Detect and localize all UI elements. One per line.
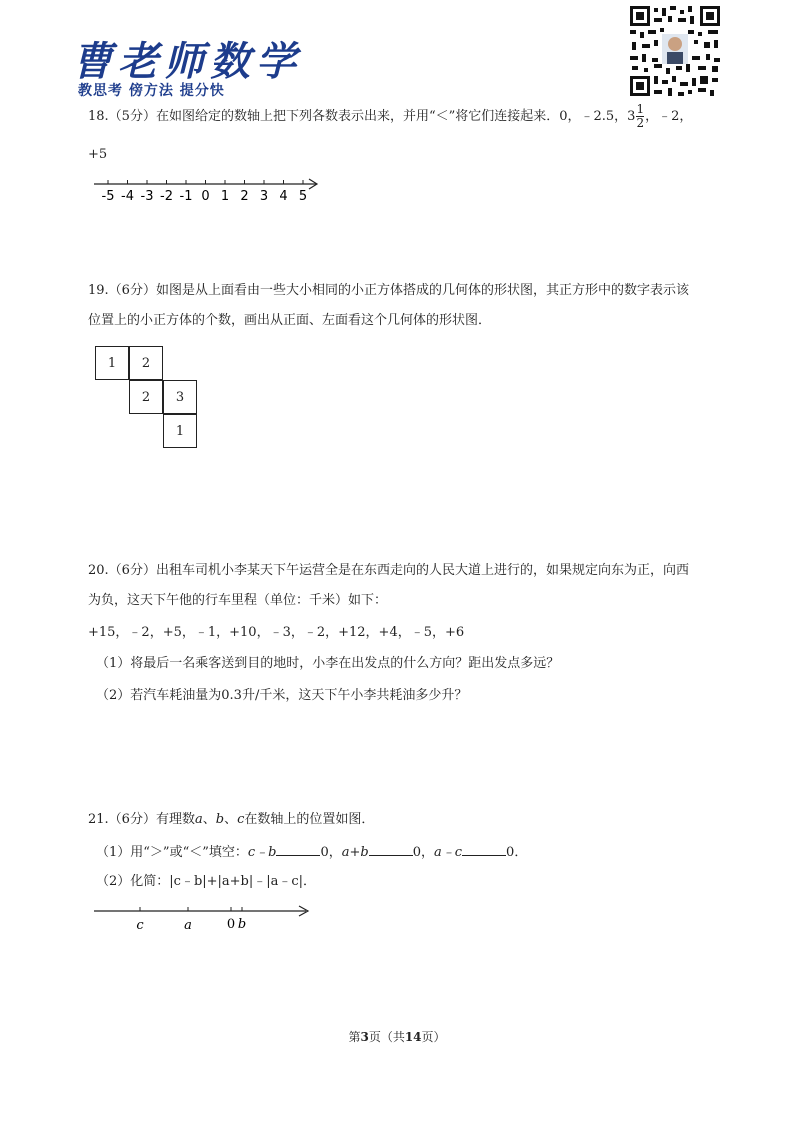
axis-tick-label: 0 [201,189,210,204]
axis-tick-label: -3 [140,189,154,204]
question-18: 18.（5分）在如图给定的数轴上把下列各数表示出来，并用“＜”将它们连接起来．0，﹣2.5，3 $\frac{1}{2}$ ，﹣2， [88,102,693,130]
axis-tick-label: 5 [298,189,308,204]
grid-cell: 1 [163,414,197,448]
grid-cell: 2 [129,380,163,414]
grid-cell: 3 [163,380,197,414]
grid-cell: 2 [129,346,163,380]
axis-tick-label: -1 [179,189,193,204]
q21-text-line1: 21.（6分）有理数a、b、c在数轴上的位置如图． [88,812,375,827]
axis-tick-label: 1 [220,189,230,204]
axis-tick-label: 4 [279,189,288,204]
mixed-fraction: $\frac{1}{2}$ [636,102,645,130]
q20-text-line2: 为负，这天下午他的行车里程（单位：千米）如下： [88,593,388,608]
q20-data-line: +15，﹣2，+5，﹣1，+10，﹣3，﹣2，+12，+4，﹣5，+6 [88,625,465,640]
qr-code-icon [628,4,722,98]
q19-text-line2: 位置上的小正方体的个数，画出从正面、左面看这个几何体的形状图． [88,313,492,328]
axis-tick-label: -2 [160,189,173,204]
page-footer: 第3页（共14页） [348,1030,446,1044]
q20-sub2: （2）若汽车耗油量为0.3升/千米，这天下午小李共耗油多少升？ [96,688,468,703]
answer-blank[interactable] [276,842,320,856]
number-line-q18 [90,170,330,206]
q20-text-line1: 20.（6分）出租车司机小李某天下午运营全是在东西走向的人民大道上进行的，如果规定向东为正，向西 [88,563,689,578]
number-line-q21 [90,900,320,936]
q20-sub1: （1）将最后一名乘客送到目的地时，小李在出发点的什么方向？距出发点多远？ [96,656,560,671]
q18-text-line2: +5 [88,147,108,162]
q19-text-line1: 19.（6分）如图是从上面看由一些大小相同的小正方体搭成的几何体的形状图，其正方形中的数字表示该 [88,283,689,298]
answer-blank[interactable] [462,842,506,856]
axis-tick-label: 2 [240,189,249,204]
brand-logo-text: 曹老师数学 [72,38,302,85]
axis-label-a: a [184,918,192,933]
axis-label-c: c [136,918,144,933]
axis-tick-label: 3 [259,189,269,204]
brand-slogan: 教思考 傍方法 提分快 [78,83,225,99]
axis-label-zero: 0 [226,917,236,932]
answer-blank[interactable] [369,842,413,856]
top-view-grid [95,346,205,456]
q21-sub2: （2）化简：|c﹣b|+|a+b|﹣|a﹣c|． [96,874,317,889]
q18-text: 18.（5分）在如图给定的数轴上把下列各数表示出来，并用“＜”将它们连接起来．0，﹣2.5，3 [88,109,636,124]
axis-tick-label: -4 [121,189,134,204]
grid-cell: 1 [95,346,129,380]
axis-tick-label: -5 [101,189,115,204]
axis-label-b: b [237,917,247,932]
q21-sub1: （1）用“＞”或“＜”填空：c﹣b 0，a+b 0，a﹣c 0． [96,842,527,863]
